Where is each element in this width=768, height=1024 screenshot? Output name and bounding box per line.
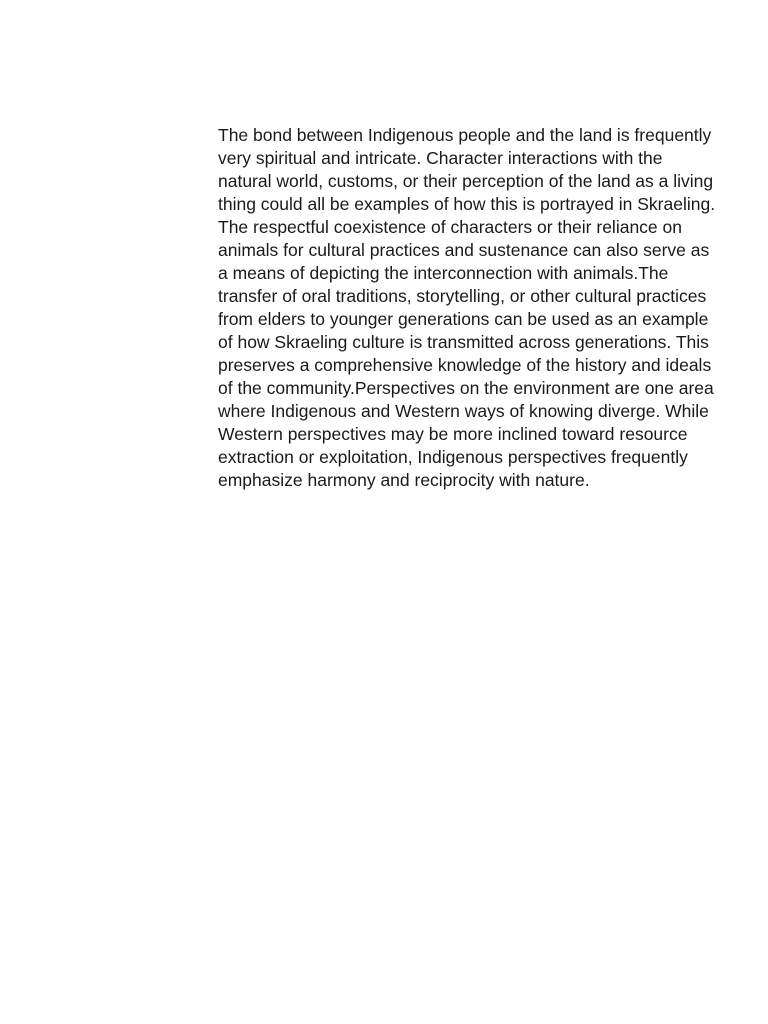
paragraph-line: extraction or exploitation, Indigenous perspectives frequently — [218, 447, 688, 467]
paragraph-line: where Indigenous and Western ways of knowing diverge. While — [218, 401, 709, 421]
paragraph-line: animals for cultural practices and sustenance can also serve as — [218, 240, 710, 260]
paragraph-line: of the community.Perspectives on the environment are one area — [218, 378, 714, 398]
paragraph-line: of how Skraeling culture is transmitted across generations. This — [218, 332, 709, 352]
paragraph-line: emphasize harmony and reciprocity with nature. — [218, 470, 590, 490]
paragraph-line: a means of depicting the interconnection with animals.The — [218, 263, 669, 283]
paragraph-line: preserves a comprehensive knowledge of the history and ideals — [218, 355, 712, 375]
body-paragraph — [218, 124, 766, 492]
paragraph-line: transfer of oral traditions, storytelling, or other cultural practices — [218, 286, 707, 306]
paragraph-line: The respectful coexistence of characters or their reliance on — [218, 217, 682, 237]
paragraph-line: natural world, customs, or their perception of the land as a living — [218, 171, 714, 191]
paragraph-line: Western perspectives may be more inclined toward resource — [218, 424, 688, 444]
paragraph-line: The bond between Indigenous people and the land is frequently — [218, 125, 712, 145]
paragraph-line: very spiritual and intricate. Character interactions with the — [218, 148, 663, 168]
paragraph-line: from elders to younger generations can be used as an example — [218, 309, 709, 329]
paragraph-line: thing could all be examples of how this is portrayed in Skraeling. — [218, 194, 716, 214]
